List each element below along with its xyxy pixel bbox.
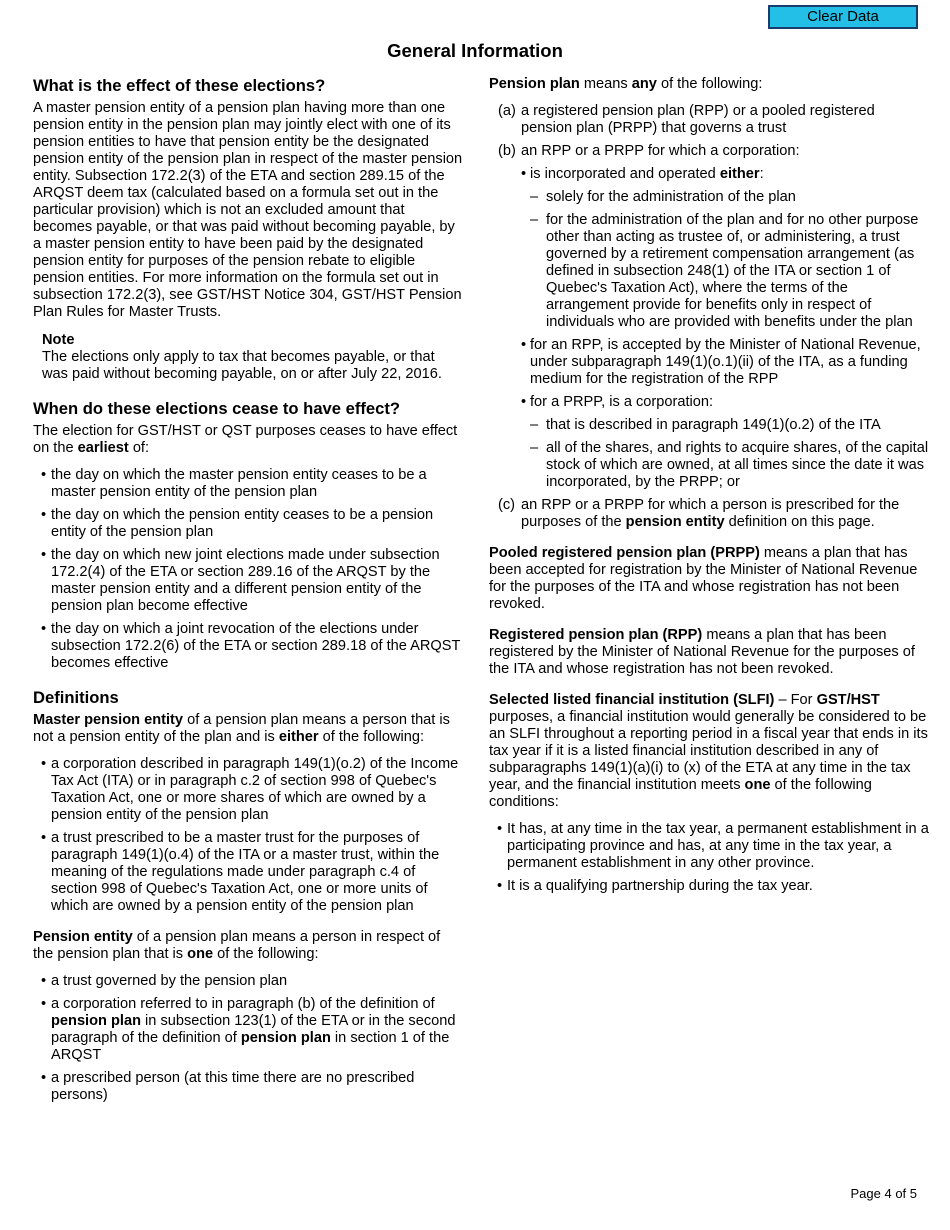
list-item: • a trust prescribed to be a master trust for the purposes of paragraph 149(1)(o.4) of the ITA or a master trust, within the meaning of the regulations made under paragraph c.4 of section 998 of Quebec's Taxation Act, one or more units of which are owned by a pension entity of the pension plan: [33, 830, 463, 915]
mpe-definition: [33, 712, 463, 746]
list-item: • It has, at any time in the tax year, a permanent establishment in a participating province and has, at any time in the tax year, a permanent establishment in any other province.: [489, 821, 929, 872]
pe-term: Pension entity: [33, 929, 133, 945]
b3-dash-list: [530, 417, 929, 491]
slfi-dash: – For: [774, 692, 817, 708]
list-item: – that is described in paragraph 149(1)(o.2) of the ITA: [530, 417, 929, 434]
b-sublist: [521, 166, 929, 491]
slfi-bold: one: [744, 777, 771, 793]
slfi-text: purposes, a financial institution would generally be considered to be an SLFI throughout a reporting period in a fiscal year that ends in its tax year if it is a listed financial institution described in any of subparagraphs 149(1)(a)(i) to (x) of the ETA at any time in the tax year, and the financial institution meets: [489, 709, 928, 793]
pe-item2-text: in subsection 123(1) of the ETA or in the second paragraph of the definition of: [51, 1013, 456, 1046]
list-item: [521, 166, 929, 331]
cease-heading: When do these elections cease to have effect?: [33, 399, 401, 418]
pe-list: [33, 973, 463, 1104]
pp-text: means: [579, 76, 632, 92]
cease-intro: [33, 423, 463, 457]
mpe-text: of a pension plan means a person that is not a pension entity of the plan and is: [33, 712, 450, 745]
b1-end: :: [759, 166, 764, 182]
pe-item2-text: a corporation referred to in paragraph (b) of the definition of: [51, 996, 435, 1012]
b1-dash-list: [530, 189, 929, 331]
page-title: General Information: [387, 40, 563, 61]
c-text: an RPP or a PRPP for which a person is prescribed for the purposes of the: [521, 497, 900, 530]
pp-bold: any: [631, 76, 657, 92]
cease-intro-text: The election for GST/HST or QST purposes ceases to have effect on the: [33, 423, 458, 456]
list-item: • for an RPP, is accepted by the Minister of National Revenue, under subparagraph 149(1)(o.1)(ii) of the ITA, as a funding medium for the registration of the RPP: [521, 337, 929, 388]
list-item: • a corporation described in paragraph 149(1)(o.2) of the Income Tax Act (ITA) or in paragraph c.2 of section 998 of Quebec's Taxation Act, one or more shares of which are owned by a pension entity of the pension plan: [33, 756, 463, 824]
list-item: • the day on which new joint elections made under subsection 172.2(4) of the ETA or section 289.16 of the ARQST by the master pension entity and a different pension entity of the pension plan become effective: [33, 547, 463, 615]
item-text: an RPP or a PRPP for which a corporation:: [521, 143, 800, 159]
right-column: [489, 76, 929, 901]
pe-item2-text: in section 1 of the ARQST: [51, 1030, 450, 1063]
clear-data-button[interactable]: Clear Data: [768, 5, 918, 29]
list-item: – for the administration of the plan and for no other purpose other than acting as trustee of, or administering, a trust governed by a retirement compensation arrangement (as defined in subsection 248(1) of the ITA or section 1 of Quebec's Taxation Act), where the terms of the arrangement provide for benefits only in respect of individuals who are provided with benefits under the plan: [530, 212, 929, 331]
b1-text: is incorporated and operated: [530, 166, 720, 182]
mpe-bold: either: [278, 729, 319, 745]
item-label: (b): [498, 143, 516, 159]
pe-item2-bold: pension plan: [51, 1013, 141, 1029]
cease-list: [33, 467, 463, 672]
list-item: [33, 996, 463, 1064]
mpe-term: Master pension entity: [33, 712, 184, 728]
mpe-list: [33, 756, 463, 915]
slfi-term: Selected listed financial institution (SLFI): [489, 692, 775, 708]
b3-text: for a PRPP, is a corporation:: [530, 394, 714, 410]
pe-bold: one: [187, 946, 214, 962]
item-label: (a): [498, 103, 516, 119]
left-column: [33, 76, 463, 1110]
prpp-definition: [489, 545, 929, 613]
definitions-heading: Definitions: [33, 688, 119, 707]
pe-end: of the following:: [213, 946, 319, 962]
cease-intro-bold: earliest: [77, 440, 129, 456]
list-item: • the day on which the master pension entity ceases to be a master pension entity of the pension plan: [33, 467, 463, 501]
note-title: Note: [42, 332, 75, 348]
effect-body: A master pension entity of a pension plan having more than one pension entity in the pension plan may jointly elect with one of its pension entities to have that pension entity be the designated pension entity of the pension plan in respect of the master pension entity. Subsection 172.2(3) of the ETA and section 289.15 of the ARQST deem tax (calculated based on a formula set out in the particular provision) which is not an excluded amount that becomes payable, or that was paid without becoming payable, by a master pension entity to have been paid by the designated pension entity for purposes of the pension rebate to eligible pension entities. For more information on the formula set out in subsection 172.2(3), see GST/HST Notice 304, GST/HST Pension Plan Rules for Master Trusts.: [33, 100, 463, 320]
list-item: [489, 143, 929, 491]
slfi-gst: GST/HST: [816, 692, 880, 708]
mpe-end: of the following:: [318, 729, 425, 745]
pp-end: of the following:: [656, 76, 763, 92]
pp-definition: [489, 76, 929, 93]
rpp-text: means a plan that has been registered by the Minister of National Revenue for the purposes of the ITA and whose registration has not been revoked.: [489, 627, 915, 677]
list-item: – solely for the administration of the plan: [530, 189, 929, 206]
rpp-definition: [489, 627, 929, 678]
list-item: • the day on which the pension entity ceases to be a pension entity of the pension plan: [33, 507, 463, 541]
pe-definition: [33, 929, 463, 963]
slfi-definition: [489, 692, 929, 811]
slfi-end: of the following conditions:: [489, 777, 872, 810]
rpp-term: Registered pension plan (RPP): [489, 627, 703, 643]
effect-heading: What is the effect of these elections?: [33, 76, 326, 95]
list-item: [489, 497, 929, 531]
prpp-term: Pooled registered pension plan (PRPP): [489, 545, 760, 561]
slfi-list: [489, 821, 929, 895]
list-item: [521, 394, 929, 491]
list-item: • a trust governed by the pension plan: [33, 973, 463, 990]
prpp-text: means a plan that has been accepted for registration by the Minister of National Revenue for the purposes of the ITA and whose registration has not been revoked.: [489, 545, 918, 612]
c-end: definition on this page.: [724, 514, 875, 530]
pe-text: of a pension plan means a person in respect of the pension plan that is: [33, 929, 441, 962]
cease-intro-end: of:: [128, 440, 150, 456]
pe-item2-bold: pension plan: [240, 1030, 331, 1046]
note-box: [42, 332, 463, 383]
list-item: [489, 103, 929, 137]
item-label: (c): [498, 497, 516, 513]
list-item: • It is a qualifying partnership during the tax year.: [489, 878, 929, 895]
pp-list: [489, 103, 929, 531]
list-item: • the day on which a joint revocation of the elections under subsection 172.2(6) of the ETA or section 289.18 of the ARQST becomes effective: [33, 621, 463, 672]
b1-bold: either: [719, 166, 760, 182]
c-bold: pension entity: [625, 514, 725, 530]
note-body: The elections only apply to tax that becomes payable, or that was paid without becoming payable, on or after July 22, 2016.: [42, 349, 442, 382]
list-item: • a prescribed person (at this time there are no prescribed persons): [33, 1070, 463, 1104]
item-text: a registered pension plan (RPP) or a pooled registered pension plan (PRPP) that governs a trust: [521, 103, 875, 136]
page-number: Page 4 of 5: [850, 1186, 917, 1201]
list-item: – all of the shares, and rights to acquire shares, of the capital stock of which are owned, at all times since the date it was incorporated, by the PRPP; or: [530, 440, 929, 491]
pp-term: Pension plan: [489, 76, 580, 92]
